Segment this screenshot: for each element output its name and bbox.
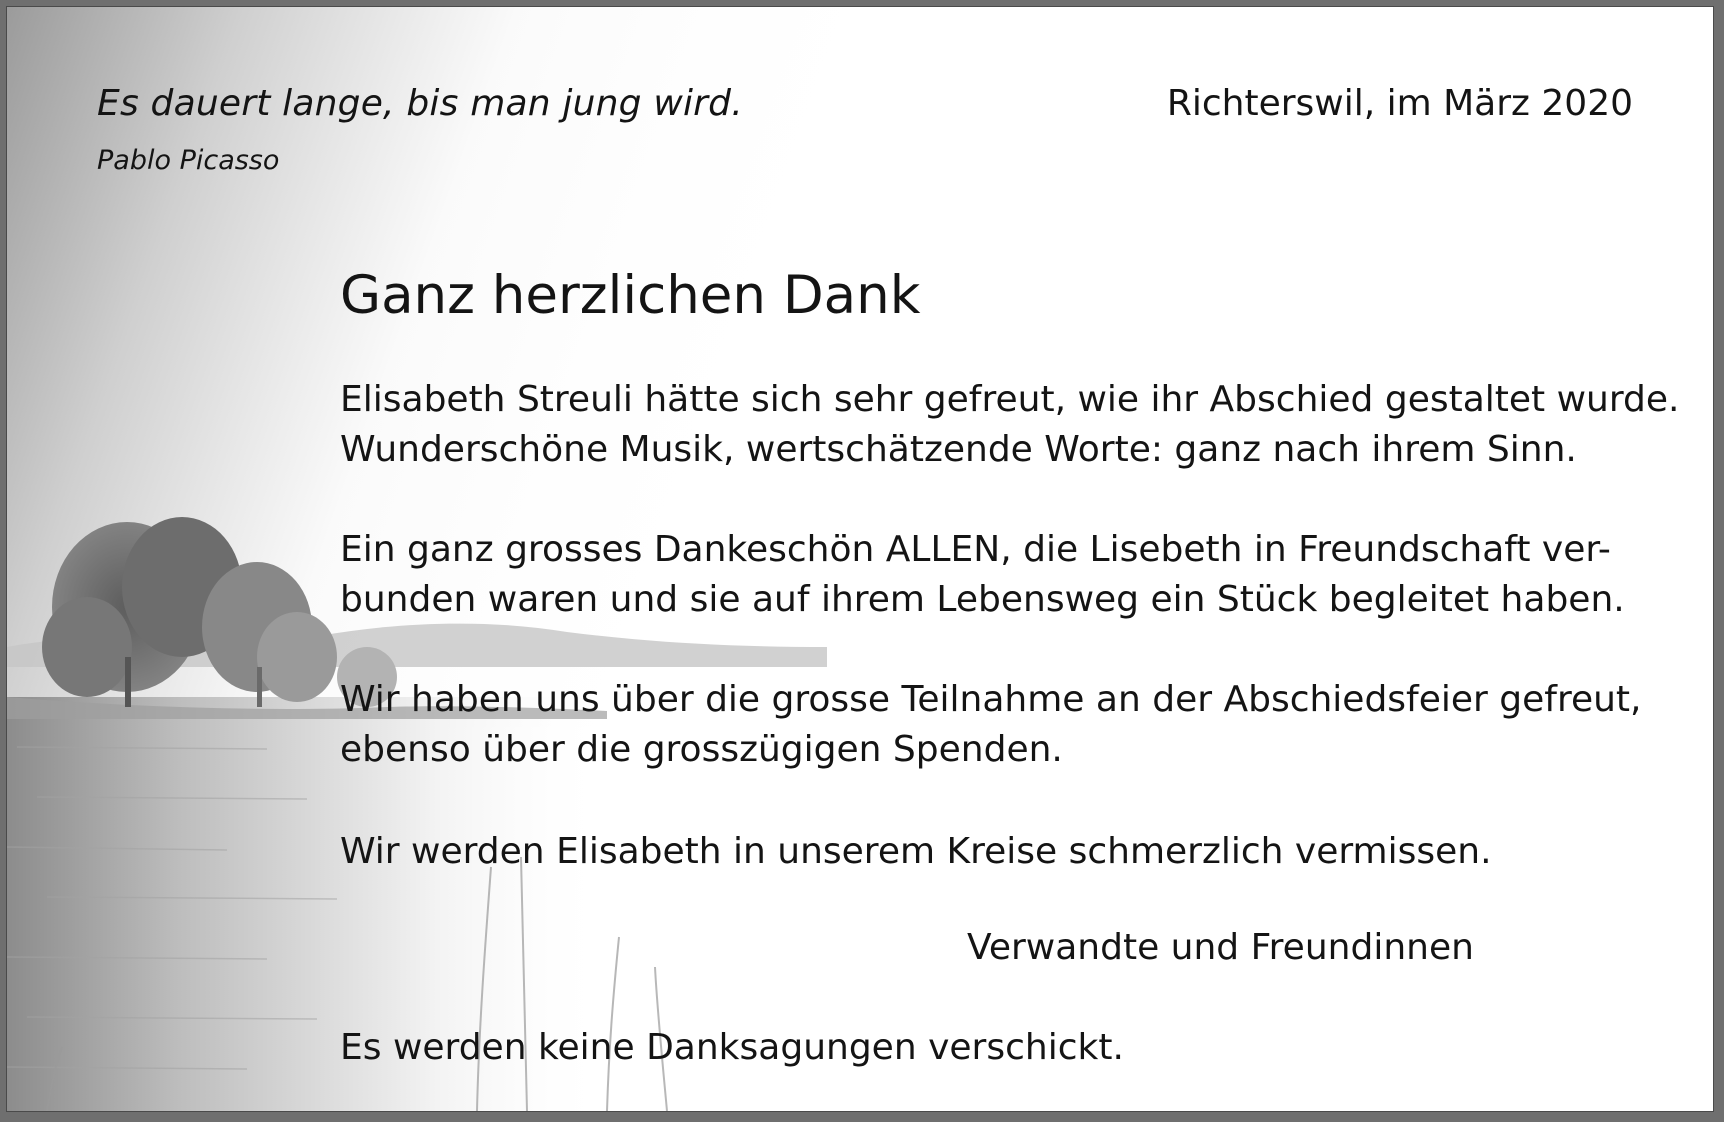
signature: Verwandte und Freundinnen [967,927,1474,968]
motto-quote: Es dauert lange, bis man jung wird. [97,83,743,124]
obituary-notice-card [6,6,1714,1112]
paragraph-line: Wir haben uns über die grosse Teilnahme an der Abschiedsfeier gefreut, [340,679,1642,720]
paragraph-3 [340,675,1641,775]
place-date: Richterswil, im März 2020 [1166,83,1633,124]
motto-author: Pablo Picasso [97,145,280,176]
paragraph-4 [340,827,1492,877]
paragraph-line: Elisabeth Streuli hätte sich sehr gefreut, wie ihr Abschied gestaltet wurde. [340,379,1680,420]
paragraph-2 [340,525,1625,625]
paragraph-line: ebenso über die grosszügigen Spenden. [340,729,1063,770]
paragraph-line: Wunderschöne Musik, wertschätzende Worte: ganz nach ihrem Sinn. [340,429,1577,470]
paragraph-line: Wir werden Elisabeth in unserem Kreise schmerzlich vermissen. [340,831,1492,872]
notice-title: Ganz herzlichen Dank [340,265,921,326]
paragraph-line: bunden waren und sie auf ihrem Lebensweg ein Stück begleitet haben. [340,579,1625,620]
paragraph-1 [340,375,1679,475]
paragraph-line: Ein ganz grosses Dankeschön ALLEN, die Lisebeth in Freundschaft ver- [340,529,1611,570]
footer-note: Es werden keine Danksagungen verschickt. [340,1027,1124,1068]
